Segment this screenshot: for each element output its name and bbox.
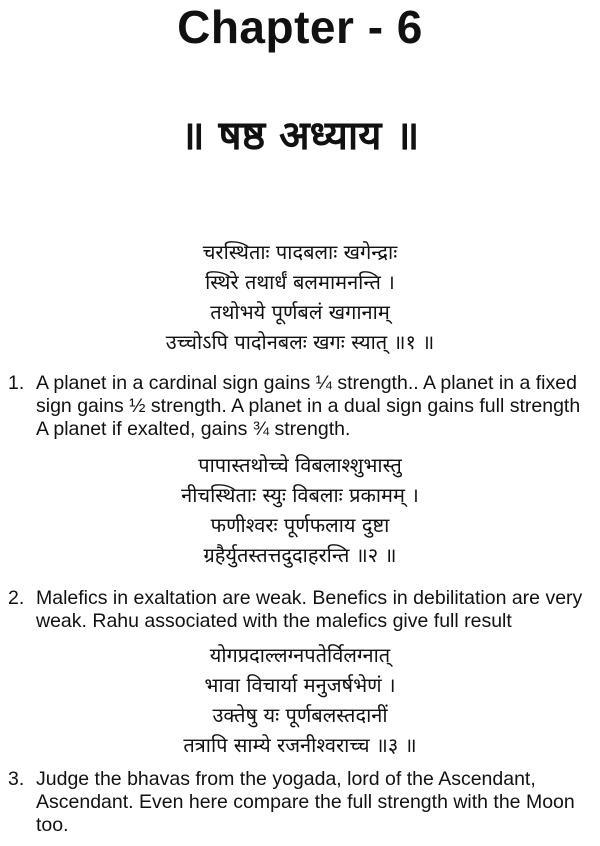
translation-text: Malefics in exaltation are weak. Benefics in debilitation are very weak. Rahu associated with the malefics give full result [36,587,583,632]
translation-number: 1. [8,372,25,394]
translation-2 [8,587,594,633]
verse-line: उक्तेषु यः पूर्णबलस्तदानीं [212,703,388,727]
chapter-title: Chapter - 6 [177,1,423,53]
verse-line: स्थिरे तथार्धं बलमामनन्ति । [205,270,395,294]
chapter-sanskrit-title: ॥ षष्ठ अध्याय ॥ [180,113,420,159]
translation-number: 3. [8,768,25,790]
verse-line: भावा विचार्या मनुजर्षभेणं । [204,673,396,697]
sanskrit-verse-1 [0,237,600,357]
sanskrit-verse-2 [0,450,600,570]
translation-number: 2. [8,587,25,609]
sanskrit-verse-3 [0,640,600,760]
translation-3 [8,768,594,837]
translation-1 [8,372,594,441]
translation-text: Judge the bhavas from the yogada, lord of the Ascendant, Ascendant. Even here compare the full strength with the Moon too. [36,768,575,836]
verse-line: नीचस्थिताः स्युः विबलाः प्रकामम् । [181,483,419,507]
verse-line: चरस्थिताः पादबलाः खगेन्द्राः [202,240,398,264]
verse-line: उच्चोऽपि पादोनबलः खगः स्यात् ॥१ ॥ [165,330,435,354]
verse-line: पापास्तथोच्चे विबलाश्शुभास्तु [198,453,402,477]
verse-line: तत्रापि साम्ये रजनीश्वराच्च ॥३ ॥ [183,733,417,757]
verse-line: ग्रहैर्युतस्तत्तदुदाहरन्ति ॥२ ॥ [203,543,397,567]
verse-line: फणीश्वरः पूर्णफलाय दुष्टा [210,513,390,537]
verse-line: योगप्रदाल्लग्नपतेर्विलग्नात् [209,643,391,667]
verse-line: तथोभये पूर्णबलं खगानाम् [210,300,390,324]
translation-text: A planet in a cardinal sign gains ¼ strength.. A planet in a fixed sign gains ½ strength. A planet in a dual sign gains full strength A planet if exalted, gains ¾ strength. [36,372,581,440]
